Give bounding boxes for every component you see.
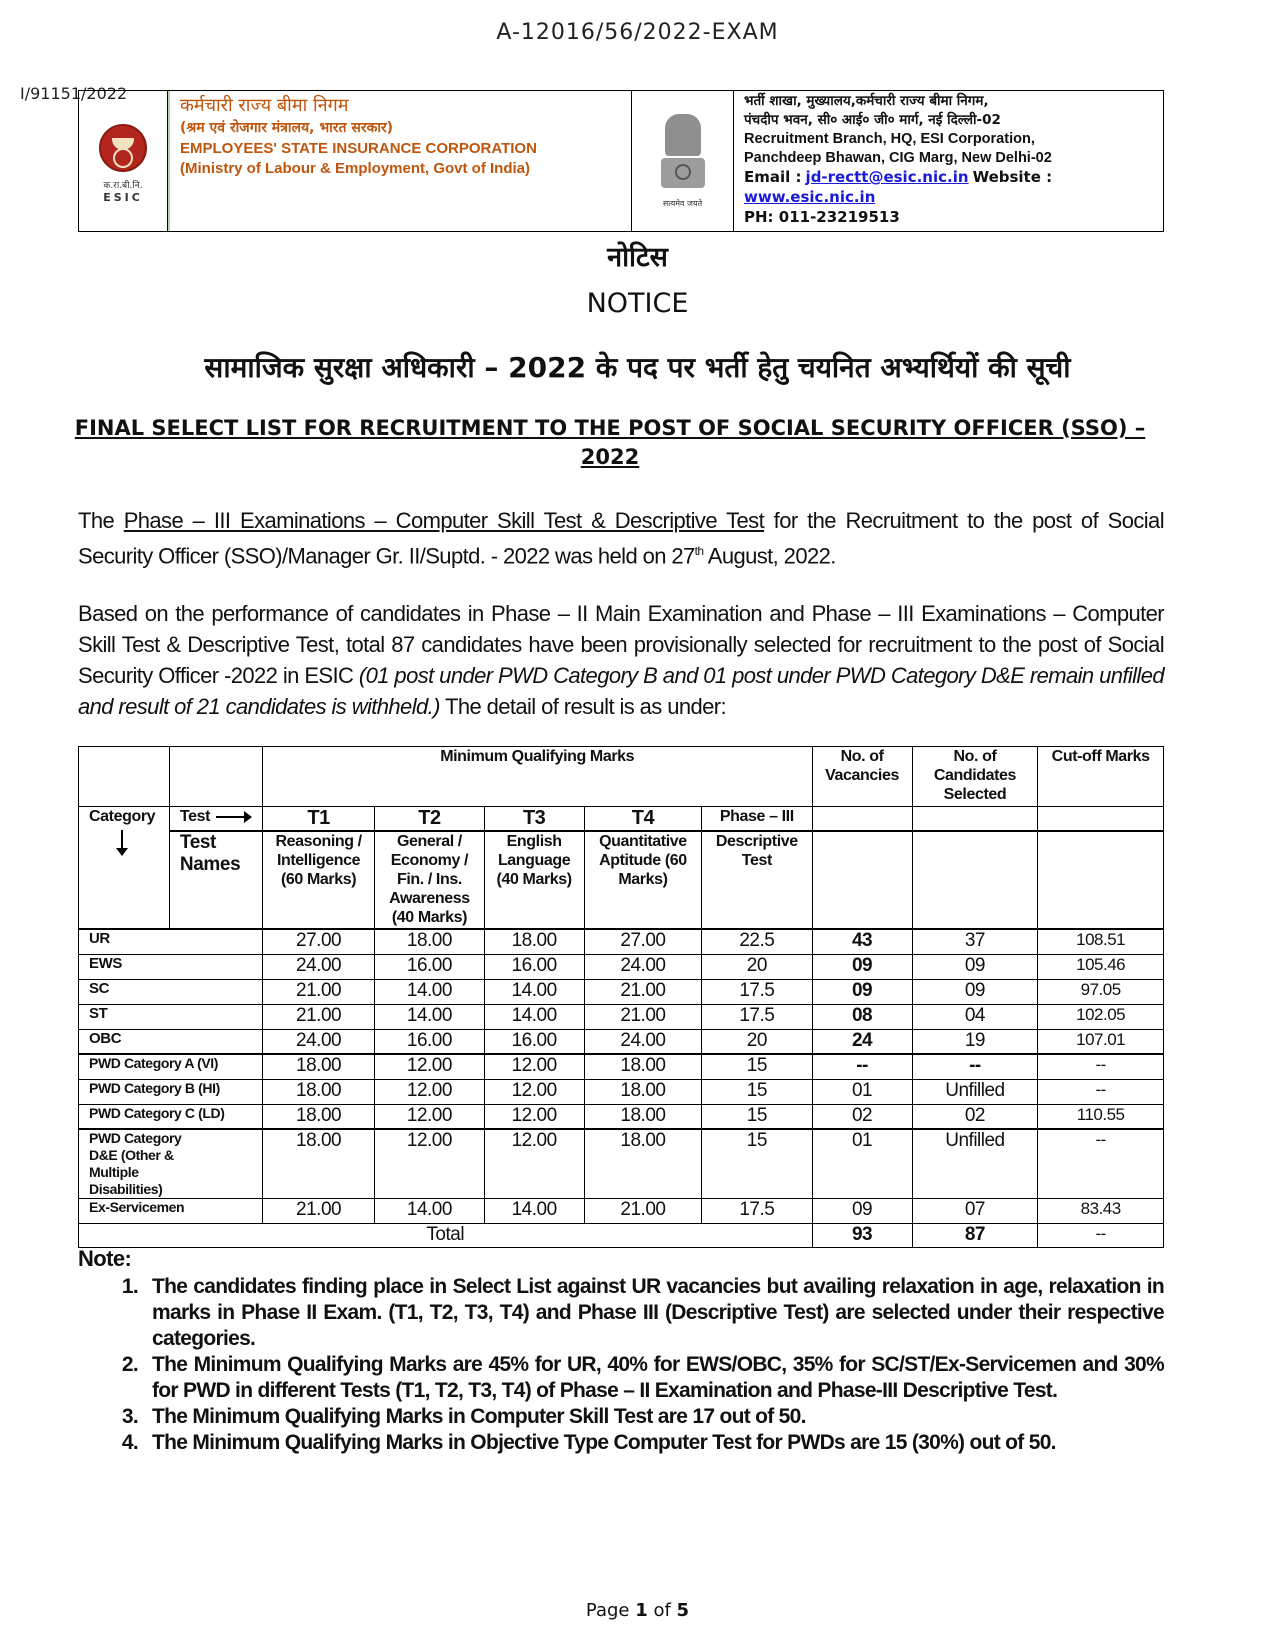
intro-paragraph: The Phase – III Examinations – Computer Skill Test & Descriptive Test for the Recruitment to the post of Social Security Officer (SSO)/Manager Gr. II/Suptd. - 2022 was held on 27th August, 2022. (78, 508, 1164, 569)
selected-header: No. of Candidates Selected (912, 747, 1038, 807)
esic-logo-cell (79, 91, 168, 231)
phone-number: PH: 011-23219513 (744, 208, 900, 226)
heading-english: FINAL SELECT LIST FOR RECRUITMENT TO THE POST OF SOCIAL SECURITY OFFICER (SSO) – 2022 (74, 416, 1146, 469)
ministry-english: (Ministry of Labour & Employment, Govt of India) (180, 160, 531, 177)
t4-name: Quantitative Aptitude (60 Marks) (584, 831, 701, 929)
t1-name: Reasoning / Intelligence (60 Marks) (262, 831, 374, 929)
ministry-hindi: (श्रम एवं रोजगार मंत्रालय, भारत सरकार) (180, 120, 394, 136)
table-row: PWD Category C (LD) 18.00 12.00 12.00 18.00 15 02 02 110.55 (79, 1104, 1164, 1129)
total-selected: 87 (912, 1224, 1038, 1248)
note-item: 4. The Minimum Qualifying Marks in Objective Type Computer Test for PWDs are 15 (30%) out of 50. (121, 1431, 1056, 1454)
cutoff-header: Cut-off Marks (1038, 747, 1164, 807)
website-link[interactable]: www.esic.nic.in (744, 188, 876, 206)
page-number: Page 1 of 5 (585, 1600, 690, 1621)
table-row: PWD Category D&E (Other & Multiple Disabilities) 18.00 12.00 12.00 18.00 15 01 Unfilled -- (79, 1129, 1164, 1199)
table-header-row-1 (79, 747, 1164, 807)
test-names-header: Test Names (169, 831, 262, 929)
table-row: UR 27.00 18.00 18.00 27.00 22.5 43 37 108.51 (79, 929, 1164, 954)
email-link[interactable]: jd-rectt@esic.nic.in (805, 168, 969, 186)
test-header: Test (169, 807, 262, 832)
org-name-english: EMPLOYEES' STATE INSURANCE CORPORATION (180, 140, 537, 157)
website-label: Website : (972, 168, 1053, 186)
phase3-name: Descriptive Test (702, 831, 812, 929)
org-name-hindi: कर्मचारी राज्य बीमा निगम (180, 95, 349, 116)
notes-section (78, 1246, 1164, 1456)
notes-title: Note: (78, 1246, 132, 1271)
total-label: Total (79, 1224, 813, 1248)
phase-iii-exam-name: Phase – III Examinations – Computer Skill Test & Descriptive Test (123, 508, 765, 533)
note-item: 3. The Minimum Qualifying Marks in Computer Skill Test are 17 out of 50. (121, 1405, 806, 1428)
address-english-line-2: Panchdeep Bhawan, CIG Marg, New Delhi-02 (744, 150, 1052, 166)
national-emblem-icon (661, 114, 705, 194)
email-label: Email : (744, 168, 802, 186)
total-vacancies: 93 (812, 1224, 912, 1248)
notice-title-hindi: नोटिस (607, 242, 668, 273)
arrow-down-icon (121, 830, 123, 850)
vacancies-header: No. of Vacancies (812, 747, 912, 807)
t4-code: T4 (584, 807, 701, 832)
t2-name: General / Economy / Fin. / Ins. Awareness (40 Marks) (375, 831, 484, 929)
t3-name: English Language (40 Marks) (484, 831, 584, 929)
table-row: Ex-Servicemen 21.00 14.00 14.00 21.00 17.5 09 07 83.43 (79, 1199, 1164, 1224)
heading-hindi: सामाजिक सुरक्षा अधिकारी – 2022 के पद पर भर्ती हेतु चयनित अभ्यर्थियों की सूची (204, 351, 1071, 384)
note-item: 1. The candidates finding place in Select List against UR vacancies but availing relaxation in age, relaxation in marks in Phase II Exam. (T1, T2, T3, T4) and Phase III (Descriptive Test) are selected under their respective categories. (121, 1275, 1164, 1350)
table-row: SC 21.00 14.00 14.00 21.00 17.5 09 09 97.05 (79, 979, 1164, 1004)
file-reference-number: A-12016/56/2022-EXAM (496, 20, 779, 45)
table-header-row-3 (79, 831, 1164, 929)
logo-english-abbr: ESIC (103, 191, 143, 204)
unfilled-withheld-remark: (01 post under PWD Category B and 01 post under PWD Category D&E remain unfilled and result of 21 candidates is withheld.) (78, 663, 1164, 719)
address-english-line-1: Recruitment Branch, HQ, ESI Corporation, (744, 131, 1035, 147)
national-emblem-cell (632, 91, 734, 231)
table-row: OBC 24.00 16.00 16.00 24.00 20 24 19 107.01 (79, 1029, 1164, 1054)
logo-hindi-abbr: क.रा.बी.नि. (103, 181, 143, 191)
address-hindi-line-2: पंचदीप भवन, सी० आई० जी० मार्ग, नई दिल्ली-02 (744, 112, 1001, 128)
phase3-code: Phase – III (702, 807, 812, 832)
result-table (78, 746, 1164, 1248)
esic-logo-icon (99, 124, 147, 172)
contact-block (734, 91, 1163, 231)
arrow-right-icon (216, 816, 248, 818)
diary-number: I/91151/2022 (20, 84, 128, 103)
category-header: Category (79, 807, 170, 930)
table-row: EWS 24.00 16.00 16.00 24.00 20 09 09 105.46 (79, 954, 1164, 979)
t1-code: T1 (262, 807, 374, 832)
t3-code: T3 (484, 807, 584, 832)
letterhead (78, 90, 1164, 232)
table-row: ST 21.00 14.00 14.00 21.00 17.5 08 04 102.05 (79, 1004, 1164, 1029)
result-summary-paragraph: Based on the performance of candidates in Phase – II Main Examination and Phase – III Examinations – Computer Skill Test & Descriptive Test, total 87 candidates have been provisionally selected for recruitment to the post of Social Security Officer -2022 in ESIC (01 post under PWD Category B and 01 post under PWD Category D&E remain unfilled and result of 21 candidates is withheld.) The detail of result is as under: (78, 601, 1164, 719)
table-header-row-2 (79, 807, 1164, 832)
table-total-row (79, 1224, 1164, 1248)
total-cutoff: -- (1038, 1224, 1164, 1248)
min-marks-header: Minimum Qualifying Marks (262, 747, 812, 807)
t2-code: T2 (375, 807, 484, 832)
notice-title-english: NOTICE (586, 288, 689, 319)
emblem-motto: सत्यमेव जयते (662, 198, 703, 208)
table-row: PWD Category A (VI) 18.00 12.00 12.00 18.00 15 -- -- -- (79, 1054, 1164, 1079)
address-hindi-line-1: भर्ती शाखा, मुख्यालय,कर्मचारी राज्य बीमा निगम, (744, 93, 989, 109)
note-item: 2. The Minimum Qualifying Marks are 45% for UR, 40% for EWS/OBC, 35% for SC/ST/Ex-Servicemen and 30% for PWD in different Tests (T1, T2, T3, T4) of Phase – II Examination and Phase-III Descriptive Test. (121, 1353, 1164, 1402)
organization-block (168, 91, 632, 231)
table-row: PWD Category B (HI) 18.00 12.00 12.00 18.00 15 01 Unfilled -- (79, 1079, 1164, 1104)
